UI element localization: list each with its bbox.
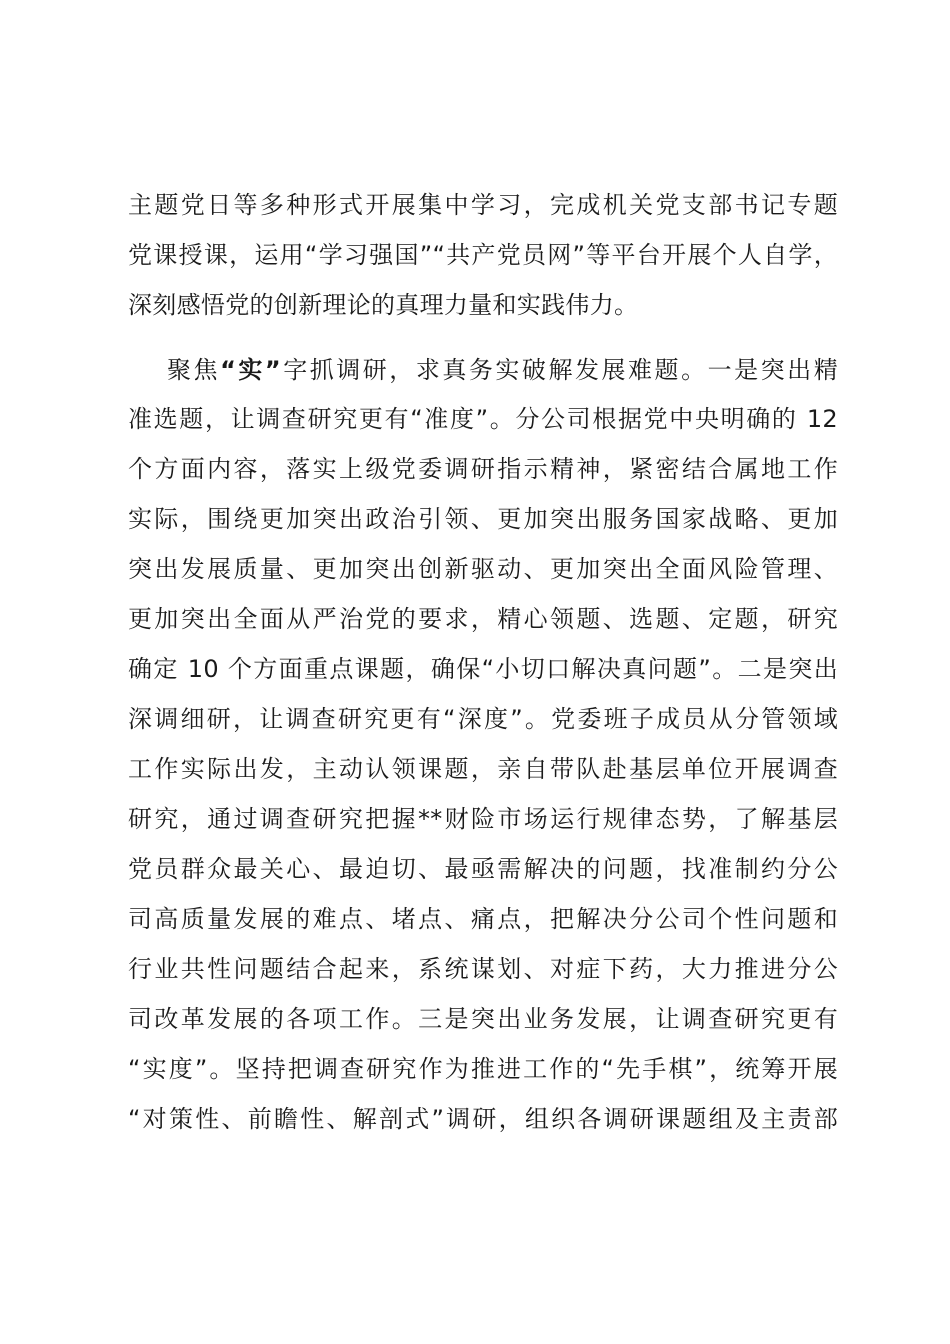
paragraph-2-line-1 [167,350,838,390]
paragraph-2-line-10: 研究，通过调查研究把握**财险市场运行规律态势，了解基层 [128,805,838,833]
paragraph-2-line-2: 准选题，让调查研究更有“准度”。分公司根据党中央明确的 12 [128,405,838,433]
heading-emphasis: “实” [220,356,281,384]
paragraph-2-line-5: 突出发展质量、更加突出创新驱动、更加突出全面风险管理、 [128,555,838,583]
paragraph-1-line-2: 党课授课，运用“学习强国”“共产党员网”等平台开展个人自学， [128,241,838,269]
paragraph-2-line-16: “对策性、前瞻性、解剖式”调研，组织各调研课题组及主责部 [128,1105,838,1133]
paragraph-2-line-11: 党员群众最关心、最迫切、最亟需解决的问题，找准制约分公 [128,855,838,883]
paragraph-2-line-9: 工作实际出发，主动认领课题，亲自带队赴基层单位开展调查 [128,755,838,783]
paragraph-2-line-13: 行业共性问题结合起来，系统谋划、对症下药，大力推进分公 [128,955,838,983]
paragraph-1-line-3: 深刻感悟党的创新理论的真理力量和实践伟力。 [128,291,639,319]
paragraph-2-line-15: “实度”。坚持把调查研究作为推进工作的“先手棋”，统筹开展 [128,1055,838,1083]
paragraph-2-line-14: 司改革发展的各项工作。三是突出业务发展，让调查研究更有 [128,1005,838,1033]
paragraph-2-line-6: 更加突出全面从严治党的要求，精心领题、选题、定题，研究 [128,605,838,633]
paragraph-2-line-12: 司高质量发展的难点、堵点、痛点，把解决分公司个性问题和 [128,905,838,933]
heading-prefix: 聚焦 [167,356,221,384]
paragraph-2-line-4: 实际，围绕更加突出政治引领、更加突出服务国家战略、更加 [128,505,838,533]
heading-suffix: 字抓调研，求真务实破解发展难题。一是突出精 [280,356,838,384]
paragraph-2-line-7: 确定 10 个方面重点课题，确保“小切口解决真问题”。二是突出 [128,655,838,683]
paragraph-2-line-8: 深调细研，让调查研究更有“深度”。党委班子成员从分管领域 [128,705,838,733]
paragraph-1-line-1: 主题党日等多种形式开展集中学习，完成机关党支部书记专题 [128,191,838,219]
paragraph-2-line-3: 个方面内容，落实上级党委调研指示精神，紧密结合属地工作 [128,455,838,483]
